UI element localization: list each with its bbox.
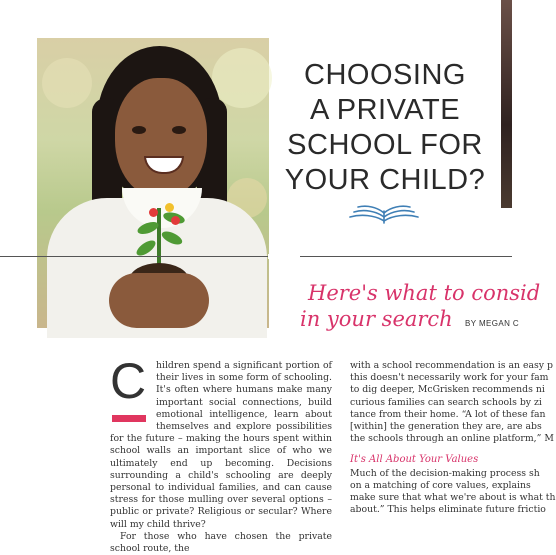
drop-cap: C [110, 359, 148, 431]
text-line: the schools through an online platform,” M [350, 433, 554, 445]
child-with-plant-photo [37, 38, 269, 328]
text-line: this doesn't necessarily work for your fam [350, 372, 549, 384]
next-page-image-edge [501, 0, 512, 208]
text-line: on a matching of core values, explains [350, 479, 531, 491]
section-heading: It's All About Your Values [350, 454, 479, 466]
paragraph: For those who have chosen the private school route, the [110, 530, 332, 555]
byline: BY MEGAN C [465, 319, 520, 328]
text-line: about.” This helps eliminate future frictio [350, 504, 546, 516]
text-line: tance from their home. “A lot of these fan [350, 408, 546, 420]
body-column-1 [110, 353, 332, 555]
text-line: Much of the decision-making process sh [350, 467, 540, 479]
open-book-icon [347, 203, 421, 225]
text-line: make sure that what we're about is what th [350, 492, 556, 504]
horizontal-rule [0, 256, 512, 257]
text-line: to dig deeper, McGrisken recommends ni [350, 384, 545, 396]
text-line: with a school recommendation is an easy p [350, 360, 553, 371]
text-line: curious families can search schools by zi [350, 396, 542, 408]
drop-cap-accent-bar [112, 415, 146, 422]
text-line: [within] the generation they are, are abs [350, 421, 542, 433]
article-title: CHOOSING A PRIVATE SCHOOL FOR YOUR CHILD? [284, 59, 486, 196]
body-column-2 [350, 360, 556, 516]
paragraph: hildren spend a significant portion of their lives in some form of schooling. It's often where humans make many important social connections, build emotional intelligence, learn about themselves and explore possibilities for the future – making the hours spent within school walls an important slice of who we ultimately end up becoming. Decisions surrounding a child's schooling are deeply personal to individual families, and can cause stress for those mulling over several options – public or private? Religious or secular? Where will my child thrive? [110, 360, 332, 530]
article-subtitle: Here's what to consid in your search [300, 281, 541, 331]
